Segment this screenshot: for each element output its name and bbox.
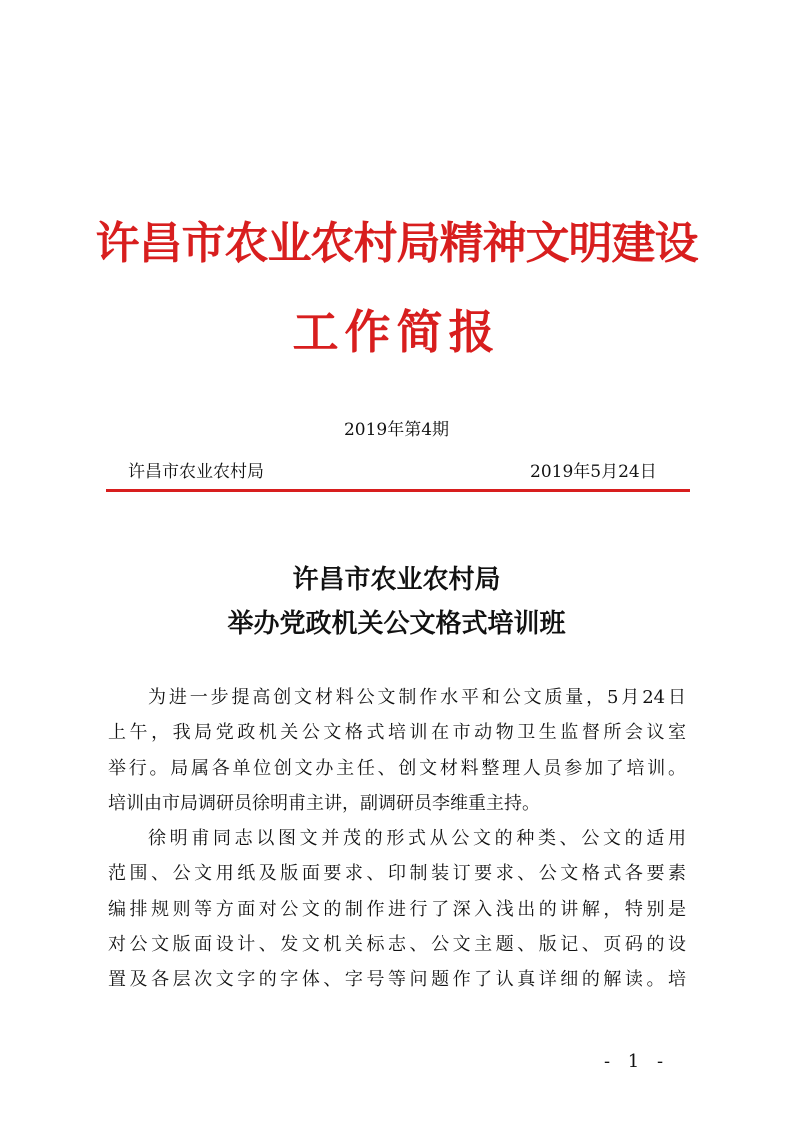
issue-date: 2019年5月24日 [530,462,657,482]
header-divider [106,489,690,492]
page-number: - 1 - [604,1051,670,1072]
body-line-4: 培训由市局调研员徐明甫主讲，副调研员李维重主持。 [108,792,540,814]
issuer-name: 许昌市农业农村局 [128,462,264,482]
body-line-9: 置及各层次文字的字体、字号等问题作了认真详细的解读。培 [108,969,686,991]
body-line-6: 范围、公文用纸及版面要求、印制装订要求、公文格式各要素 [108,863,686,885]
body-line-5: 徐明甫同志以图文并茂的形式从公文的种类、公文的适用 [148,828,686,850]
body-line-8: 对公文版面设计、发文机关标志、公文主题、版记、页码的设 [108,934,686,956]
body-line-2: 上午，我局党政机关公文格式培训在市动物卫生监督所会议室 [108,722,686,744]
body-line-3: 举行。局属各单位创文办主任、创文材料整理人员参加了培训。 [108,757,686,779]
article-body [108,680,708,998]
issue-number: 2019年第4期 [343,420,450,440]
article-title-line2: 举办党政机关公文格式培训班 [227,609,566,639]
masthead-title-line2: 工作简报 [292,305,501,359]
body-line-7: 编排规则等方面对公文的制作进行了深入浅出的讲解，特别是 [108,898,686,920]
body-line-1: 为进一步提高创文材料公文制作水平和公文质量，5月24日 [148,687,686,708]
article-title-line1: 许昌市农业农村局 [292,565,501,595]
masthead-title-line1: 许昌市农业农村局精神文明建设 [95,218,698,269]
